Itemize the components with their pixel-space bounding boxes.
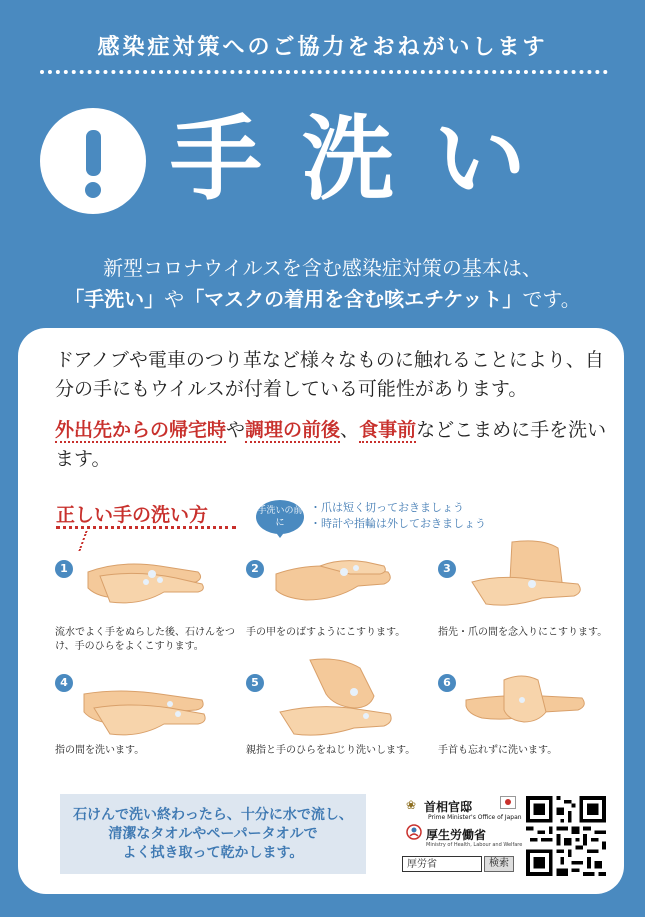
step-2-number: 2	[246, 560, 264, 578]
step-3-number: 3	[438, 560, 456, 578]
subtitle-etiquette: 「マスクの着用を含む咳エチケット」	[184, 287, 523, 311]
step-5-caption: 親指と手のひらをねじり洗いします。	[246, 745, 416, 756]
note-line: 清潔なタオルやペーパータオルで	[108, 826, 318, 842]
timing-sep-1: や	[226, 419, 246, 441]
step-1-number: 1	[55, 560, 73, 578]
government-seal-icon: ❀	[406, 798, 417, 812]
howto-underline	[56, 526, 236, 529]
timing-sep-2: 、	[340, 419, 360, 441]
note-line: 石けんで洗い終わったら、十分に水で流し、	[73, 807, 353, 823]
search-button[interactable]: 検索	[484, 856, 514, 872]
timing-home: 外出先からの帰宅時	[55, 419, 227, 441]
subtitle-line-2	[0, 283, 645, 312]
page-title: 手洗い	[170, 106, 567, 213]
timing-meal: 食事前	[359, 419, 417, 441]
step-6-caption: 手首も忘れずに洗います。	[438, 745, 558, 756]
subtitle-line-1: 新型コロナウイルスを含む感染症対策の基本は、	[103, 256, 542, 280]
step-4-caption: 指の間を洗います。	[55, 745, 145, 756]
step-6-number: 6	[438, 674, 456, 692]
subtitle-ending: です。	[522, 287, 581, 311]
dotted-divider	[40, 70, 608, 74]
step-2-caption: 手の甲をのばすようにこすります。	[246, 627, 406, 638]
before-washing-bubble: 手洗いの前に	[256, 500, 304, 534]
subtitle-handwashing: 「手洗い」	[64, 287, 165, 311]
timing-rest: などこまめに手を洗います。	[55, 419, 607, 470]
step-4-number: 4	[55, 674, 73, 692]
timing-paragraph	[55, 416, 615, 474]
exclamation-dot	[85, 182, 101, 198]
bubble-tail	[274, 530, 286, 538]
back-of-hand-illustration	[270, 542, 400, 612]
kantei-logo: 首相官邸	[424, 800, 473, 814]
step-5-number: 5	[246, 674, 264, 692]
mhlw-logo: 厚生労働省	[426, 828, 487, 842]
top-banner: 感染症対策へのご協力をおねがいします	[97, 35, 548, 60]
subtitle-conjunction: や	[164, 287, 185, 311]
note-line: よく拭き取って乾かします。	[122, 845, 304, 861]
japan-flag-icon	[500, 796, 516, 809]
howto-title: 正しい手の洗い方	[56, 504, 209, 526]
content-card	[18, 328, 624, 894]
mhlw-logo-icon	[406, 824, 422, 840]
timing-cooking: 調理の前後	[245, 419, 341, 441]
thumb-twist-illustration	[270, 656, 400, 746]
hands-palm-illustration	[80, 542, 210, 612]
intro-paragraph: ドアノブや電車のつり革など様々なものに触れることにより、自分の手にもウイルスが付着している可能性があります。	[55, 349, 604, 400]
kantei-logo-en: Prime Minister's Office of Japan	[428, 814, 522, 821]
search-input[interactable]: 厚労省	[402, 856, 482, 872]
exclamation-icon	[40, 108, 146, 214]
exclamation-bar	[86, 130, 101, 176]
mhlw-logo-en: Ministry of Health, Labour and Welfare	[426, 842, 523, 848]
rinse-dry-note	[60, 794, 366, 874]
between-fingers-illustration	[80, 680, 210, 750]
tip-item: ・爪は短く切っておきましょう	[310, 501, 464, 514]
step-3-caption: 指先・爪の間を念入りにこすります。	[438, 627, 608, 638]
step-1-caption: 流水でよく手をぬらした後、石けんをつけ、手のひらをよくこすります。	[55, 627, 235, 652]
fingertips-illustration	[462, 536, 592, 616]
tip-item: ・時計や指輪は外しておきましょう	[310, 517, 486, 530]
tips-list	[310, 500, 486, 532]
qr-code-icon[interactable]	[526, 796, 606, 876]
note-text	[60, 806, 366, 863]
wrist-illustration	[462, 666, 592, 746]
